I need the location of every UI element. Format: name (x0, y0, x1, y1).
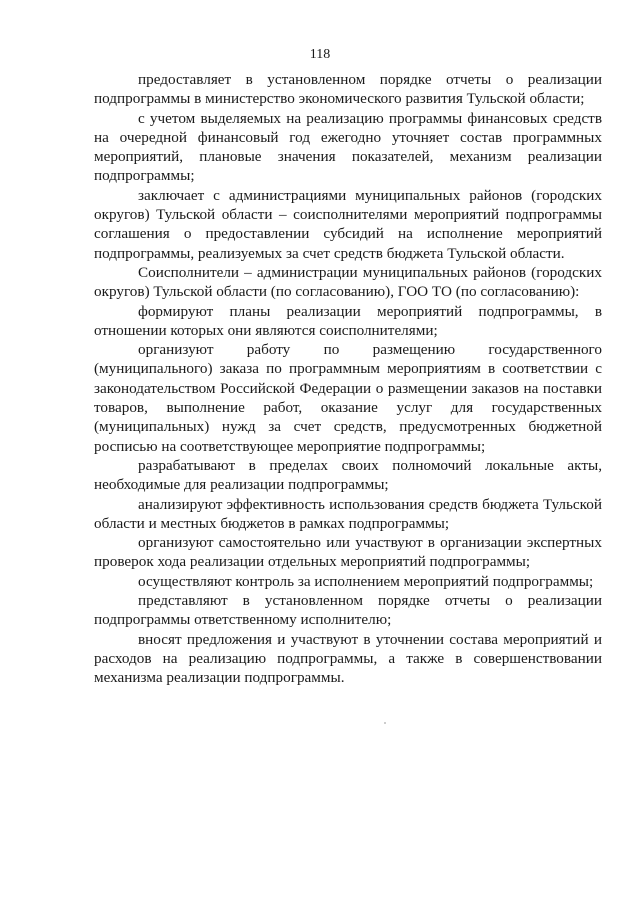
page-number: 118 (309, 47, 331, 62)
body-text (94, 70, 602, 688)
scan-speck (384, 722, 386, 724)
paragraph: представляют в установленном порядке отчеты о реализации подпрограммы ответственному исполнителю; (94, 592, 602, 629)
paragraph: Соисполнители – администрации муниципальных районов (городских округов) Тульской области (по согласованию), ГОО ТО (по согласованию): (94, 263, 602, 301)
paragraph: предоставляет в установленном порядке отчеты о реализации подпрограммы в министерство экономического развития Тульской области; (94, 71, 602, 108)
paragraph: с учетом выделяемых на реализацию программы финансовых средств на очередной финансовый год ежегодно уточняет состав программных мероприятий, плановые значения показателей, механизм реализации подпрограммы; (94, 109, 602, 185)
paragraph: заключает с администрациями муниципальных районов (городских округов) Тульской области – соисполнителями мероприятий подпрограммы соглашения о предоставлении субсидий на исполнение мероприятий подпрограммы, реализуемых за счет средств бюджета Тульской области. (94, 186, 602, 262)
paragraph: анализируют эффективность использования средств бюджета Тульской области и местных бюджетов в рамках подпрограммы; (94, 495, 602, 532)
paragraph: организуют самостоятельно или участвуют в организации экспертных проверок хода реализации отдельных мероприятий подпрограммы; (94, 534, 602, 571)
paragraph: осуществляют контроль за исполнением мероприятий подпрограммы; (138, 572, 594, 590)
paragraph: разрабатывают в пределах своих полномочий локальные акты, необходимые для реализации подпрограммы; (94, 456, 602, 494)
paragraph: организуют работу по размещению государственного (муниципального) заказа по программным мероприятиям в соответствии с законодательством Российской Федерации о размещении заказов на поставки товаров, выполнение работ, оказание услуг для государственных (муниципальных) нужд за счет средств, предусмотренных бюджетной росписью на соответствующее мероприятие подпрограммы; (94, 341, 602, 455)
paragraph: формируют планы реализации мероприятий подпрограммы, в отношении которых они являются соисполнителями; (94, 302, 602, 339)
paragraph: вносят предложения и участвуют в уточнении состава мероприятий и расходов на реализацию подпрограммы, а также в совершенствовании механизма реализации подпрограммы. (94, 630, 602, 687)
